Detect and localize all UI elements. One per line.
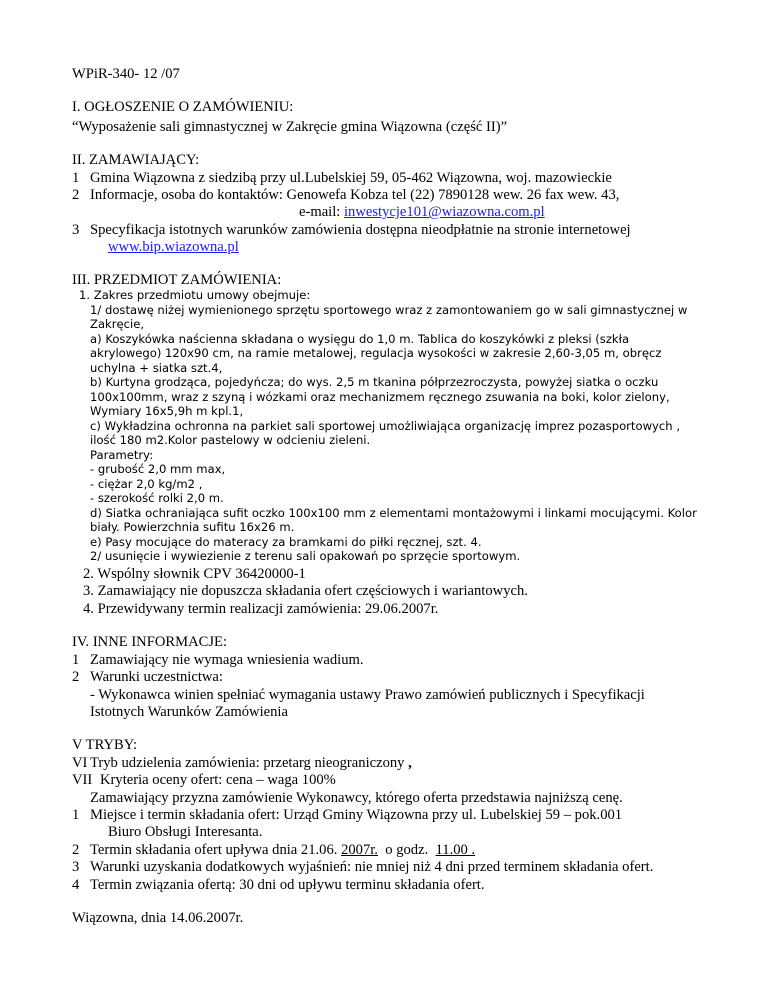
participation-line: - Wykonawca winien spełniać wymagania ustawy Prawo zamówień publicznych i Specyfikacji [90,687,645,703]
submission-place: Miejsce i termin składania ofert: Urząd Gminy Wiązowna przy ul. Lubelskiej 59 – pok.001 [90,807,623,823]
scope-line: - szerokość rolki 2,0 m. [90,491,224,505]
scope-line: Wymiary 16x5,9h m kpl.1, [90,404,244,418]
section-4-heading: IV. INNE INFORMACJE: [72,634,228,650]
list-number: VII [72,772,93,788]
submission-place-line: Biuro Obsługi Interesanta. [108,824,263,840]
place-and-date: Wiązowna, dnia 14.06.2007r. [72,910,244,926]
deposit-info: Zamawiający nie wymaga wniesienia wadium. [90,652,364,668]
cpv-code: 2. Wspólny słownik CPV 36420000-1 [83,566,306,582]
partial-offers-note: 3. Zamawiający nie dopuszcza składania ofert częściowych i wariantowych. [83,583,528,599]
participation-conditions: Warunki uczestnictwa: [90,669,223,685]
list-number: 2 [72,187,80,203]
scope-line: uchylna + siatka szt.4, [90,361,223,375]
list-number: 2 [72,669,80,685]
section-2-heading: II. ZAMAWIAJĄCY: [72,152,200,168]
submission-deadline [90,842,475,859]
document-reference: WPiR-340- 12 /07 [72,66,180,82]
procedure-text: Tryb udzielenia zamówienia: przetarg nieograniczony [90,755,409,771]
binding-period: Termin związania ofertą: 30 dni od upływu terminu składania ofert. [90,877,485,893]
deadline-year: 2007r. [341,842,378,858]
list-number: 3 [72,222,80,238]
scope-line: 100x100mm, wraz z szyną i wózkami oraz mechanizmem ręcznego zsuwania na boki, kolor zielony, [90,390,670,404]
list-number: 1 [72,170,80,186]
scope-line: akrylowego) 120x90 cm, na ramie metalowej, regulacja wysokości w zakresie 2,60-3,05 m, obręcz [90,346,662,360]
list-number: VI [72,755,88,771]
order-title: “Wyposażenie sali gimnastycznej w Zakręcie gmina Wiązowna (część II)” [72,119,508,135]
award-rule: Zamawiający przyzna zamówienie Wykonawcy, którego oferta przedstawia najniższą cenę. [90,790,623,806]
website-link[interactable]: www.bip.wiazowna.pl [108,239,239,255]
email-label: e-mail: [299,204,344,220]
scope-line: Zakręcie, [90,317,145,331]
deadline-text: Termin składania ofert upływa dnia 21.06. [90,842,342,858]
scope-line: 1. Zakres przedmiotu umowy obejmuje: [79,288,311,302]
list-number: 3 [72,859,80,875]
section-1-heading: I. OGŁOSZENIE O ZAMÓWIENIU: [72,99,294,115]
list-number: 2 [72,842,80,858]
procedure-type [90,755,412,772]
procedure-comma: , [408,755,412,771]
buyer-address: Gmina Wiązowna z siedzibą przy ul.Lubelskiej 59, 05-462 Wiązowna, woj. mazowieckie [90,170,612,186]
scope-line: biały. Powierzchnia sufitu 16x26 m. [90,520,295,534]
deadline-hour-label: o godz. [377,842,436,858]
scope-line: - ciężar 2,0 kg/m2 , [90,477,203,491]
scope-line: d) Siatka ochraniająca sufit oczko 100x100 mm z elementami montażowymi i linkami mocującymi. Kolor [90,506,697,520]
clarification-info: Warunki uzyskania dodatkowych wyjaśnień: nie mniej niż 4 dni przed terminem składania ofert. [90,859,654,875]
section-3-heading: III. PRZEDMIOT ZAMÓWIENIA: [72,272,282,288]
list-number: 4 [72,877,80,893]
scope-line: 2/ usunięcie i wywiezienie z terenu sali opakowań po sprzęcie sportowym. [90,549,521,563]
scope-line: 1/ dostawę niżej wymienionego sprzętu sportowego wraz z zamontowaniem go w sali gimnastycznej w [90,303,688,317]
scope-line: e) Pasy mocujące do materacy za bramkami do piłki ręcznej, szt. 4. [90,535,482,549]
participation-line: Istotnych Warunków Zamówienia [90,704,288,720]
email-link[interactable]: inwestycje101@wiazowna.com.pl [343,204,545,220]
contact-info: Informacje, osoba do kontaktów: Genowefa Kobza tel (22) 7890128 wew. 26 fax wew. 43, [90,187,620,203]
completion-date: 4. Przewidywany termin realizacji zamówienia: 29.06.2007r. [83,601,439,617]
evaluation-criteria: Kryteria oceny ofert: cena – waga 100% [100,772,336,788]
scope-line: Parametry: [90,448,154,462]
list-number: 1 [72,807,80,823]
scope-line: ilość 180 m2.Kolor pastelowy w odcieniu zieleni. [90,433,371,447]
email-line [299,204,545,221]
specification-info: Specyfikacja istotnych warunków zamówienia dostępna nieodpłatnie na stronie internetowej [90,222,631,238]
scope-line: b) Kurtyna grodząca, pojedyńcza; do wys. 2,5 m tkanina półprzezroczysta, powyżej siatka o oczku [90,375,659,389]
section-5-heading: V TRYBY: [72,737,138,753]
list-number: 1 [72,652,80,668]
deadline-time: 11.00 . [435,842,476,858]
scope-line: c) Wykładzina ochronna na parkiet sali sportowej umożliwiająca organizację imprez pozasportowych , [90,419,681,433]
scope-line: a) Koszykówka naścienna składana o wysięgu do 1,0 m. Tablica do koszykówki z pleksi (szkła [90,332,630,346]
website-line [108,239,239,256]
scope-line: - grubość 2,0 mm max, [90,462,226,476]
